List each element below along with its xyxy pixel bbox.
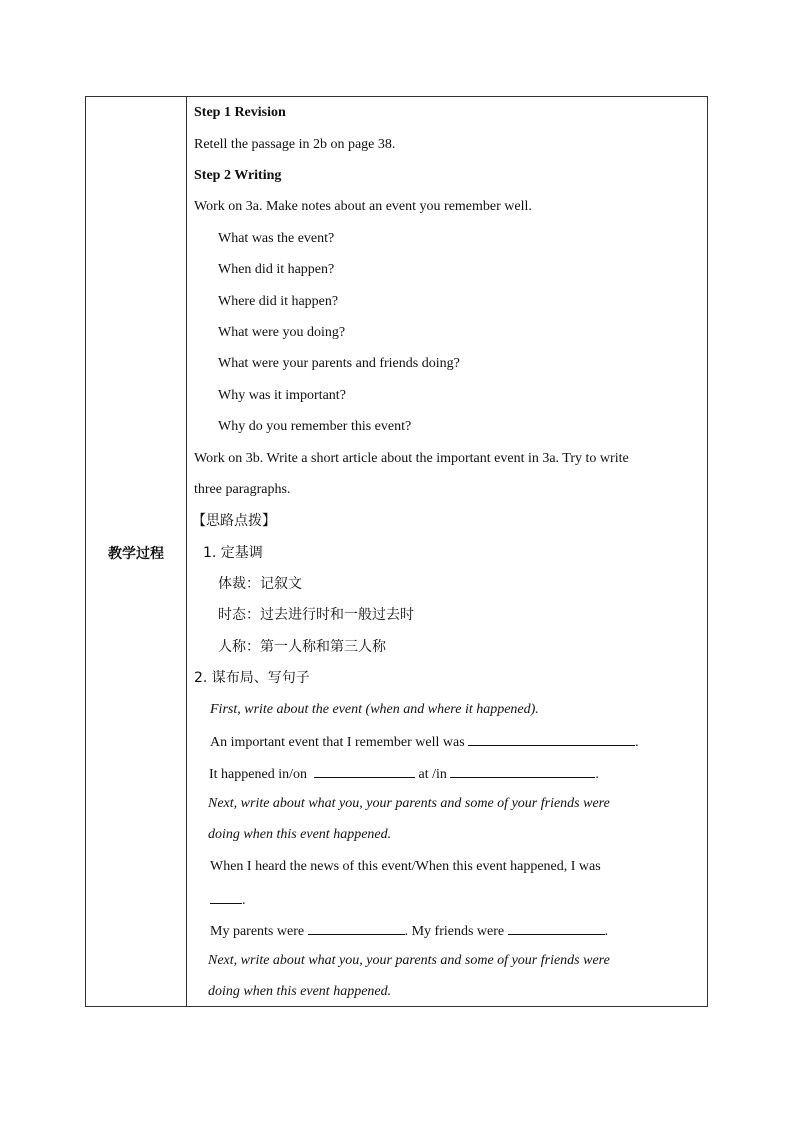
sentence-1-end: . [635, 735, 639, 750]
row-label: 教学过程 [108, 546, 164, 562]
answer-blank[interactable] [468, 732, 635, 746]
task-line-2: three paragraphs. [194, 482, 291, 497]
tips-point-1: 1. 定基调 [203, 545, 263, 561]
question-item: Why do you remember this event? [218, 419, 412, 434]
tips-heading: 【思路点拨】 [192, 513, 276, 529]
sentence-4-mid: . My friends were [404, 924, 505, 939]
sentence-3-end: . [242, 893, 246, 908]
tips-genre: 体裁：记叙文 [218, 576, 302, 592]
sentence-2-end: . [595, 767, 599, 782]
task-line-1: Work on 3b. Write a short article about the important event in 3a. Try to write [194, 451, 629, 466]
tips-person: 人称：第一人称和第三人称 [218, 639, 386, 655]
sentence-1-start: An important event that I remember well was [210, 735, 465, 750]
sentence-4 [210, 921, 608, 941]
next-instruction-2-line-1: Next, write about what you, your parents and some of your friends were [208, 953, 610, 968]
question-item: Where did it happen? [218, 294, 339, 309]
sentence-2-mid: at /in [418, 767, 447, 782]
first-instruction: First, write about the event (when and where it happened). [210, 702, 539, 717]
question-item: What were you doing? [218, 325, 346, 340]
tips-tense: 时态：过去进行时和一般过去时 [218, 607, 414, 623]
next-instruction-line-2: doing when this event happened. [208, 827, 392, 842]
sentence-1 [210, 732, 639, 752]
question-item: Why was it important? [218, 388, 346, 403]
tips-point-2: 2. 谋布局、写句子 [194, 670, 310, 686]
sentence-3-line-2 [210, 890, 246, 910]
answer-blank[interactable] [450, 764, 595, 778]
step2-intro: Work on 3a. Make notes about an event you remember well. [194, 199, 532, 214]
answer-blank[interactable] [314, 764, 415, 778]
sentence-2 [209, 764, 599, 784]
question-item: When did it happen? [218, 262, 335, 277]
sentence-2-start: It happened in/on [209, 767, 307, 782]
sentence-4-end: . [604, 924, 609, 939]
answer-blank[interactable] [210, 890, 242, 904]
question-item: What was the event? [218, 231, 335, 246]
sentence-3-line-1: When I heard the news of this event/When this event happened, I was [210, 859, 601, 874]
step1-heading: Step 1 Revision [194, 105, 286, 120]
column-divider [186, 97, 187, 1006]
step1-text: Retell the passage in 2b on page 38. [194, 137, 396, 152]
answer-blank[interactable] [308, 921, 405, 935]
next-instruction-2-line-2: doing when this event happened. [208, 984, 392, 999]
sentence-4-start: My parents were [210, 924, 305, 939]
next-instruction-line-1: Next, write about what you, your parents and some of your friends were [208, 796, 610, 811]
answer-blank[interactable] [508, 921, 605, 935]
question-item: What were your parents and friends doing? [218, 356, 460, 371]
step2-heading: Step 2 Writing [194, 168, 282, 183]
